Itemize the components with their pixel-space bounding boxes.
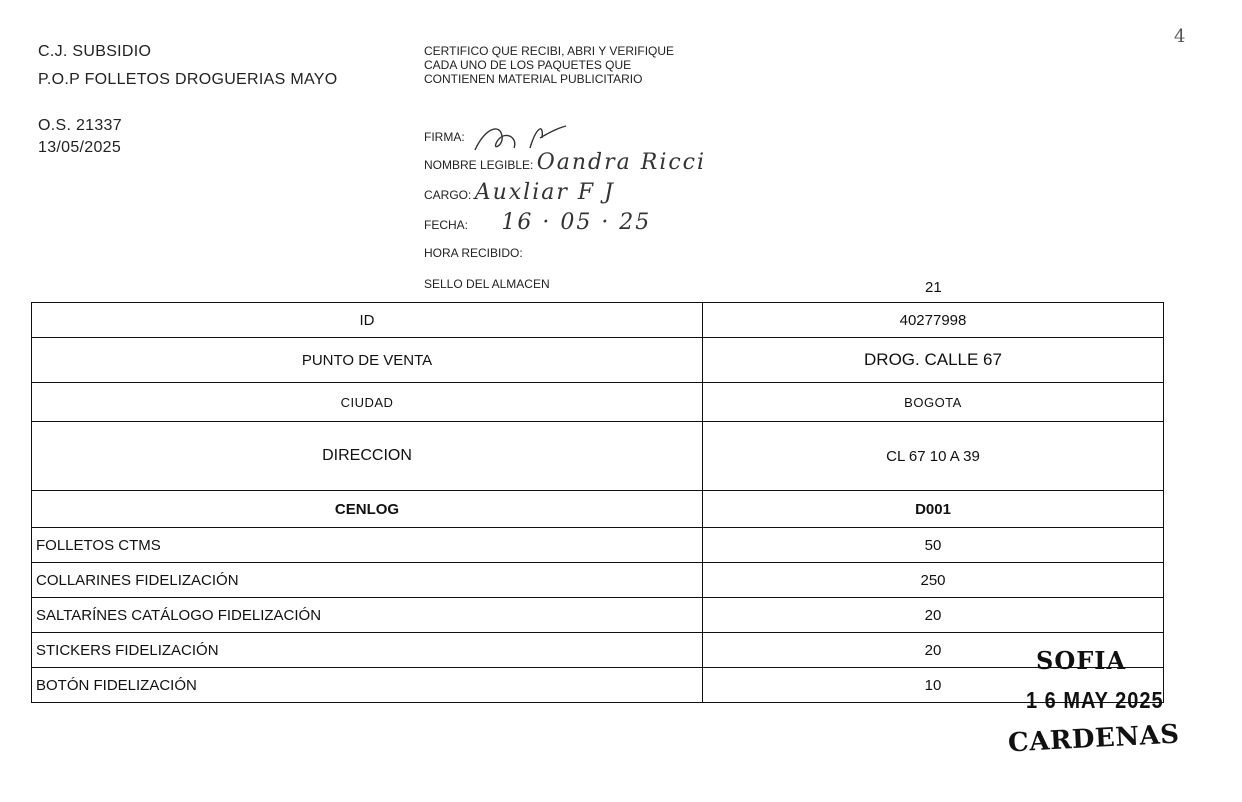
header-block [38,38,337,162]
table-row [32,303,1164,338]
item-qty: 20 [703,633,1164,668]
item-name: FOLLETOS CTMS [32,528,703,563]
cargo-field [424,180,615,205]
row-value: D001 [703,491,1164,528]
item-qty: 10 [703,668,1164,703]
page-count: 21 [925,279,942,296]
row-value: DROG. CALLE 67 [703,338,1164,383]
table-row [32,491,1164,528]
item-qty: 50 [703,528,1164,563]
item-name: STICKERS FIDELIZACIÓN [32,633,703,668]
item-qty: 20 [703,598,1164,633]
delivery-table [31,302,1164,703]
row-value: BOGOTA [703,383,1164,422]
row-label: ID [32,303,703,338]
certification-text: CERTIFICO QUE RECIBI, ABRI Y VERIFIQUE CADA UNO DE LOS PAQUETES QUE CONTIENEN MATERIAL PUBLICITARIO [424,44,675,86]
document-description: P.O.P FOLLETOS DROGUERIAS MAYO [38,71,338,88]
nombre-label: NOMBRE LEGIBLE: [424,158,534,172]
table-row [32,338,1164,383]
row-label: PUNTO DE VENTA [32,338,703,383]
item-name: COLLARINES FIDELIZACIÓN [32,563,703,598]
table-row [32,598,1164,633]
table-row [32,633,1164,668]
fecha-value: 16 · 05 · 25 [501,210,652,235]
hora-label: HORA RECIBIDO: [424,246,523,260]
table-row [32,422,1164,491]
sello-label: SELLO DEL ALMACEN [424,277,550,291]
order-number: O.S. 21337 [38,117,122,134]
item-name: BOTÓN FIDELIZACIÓN [32,668,703,703]
stamp-surname: CARDENAS [1007,719,1181,759]
item-qty: 250 [703,563,1164,598]
item-name: SALTARÍNES CATÁLOGO FIDELIZACIÓN [32,598,703,633]
company-name: C.J. SUBSIDIO [38,43,152,60]
stamp-name: SOFIA [1036,646,1127,675]
fecha-field [424,210,651,235]
stamp-date: 1 6 MAY 2025 [1026,688,1164,714]
table-row [32,668,1164,703]
table-row [32,563,1164,598]
row-value: CL 67 10 A 39 [703,422,1164,491]
firma-label: FIRMA: [424,130,465,145]
table-row [32,383,1164,422]
row-label: CIUDAD [32,383,703,422]
table-row [32,528,1164,563]
row-label: CENLOG [32,491,703,528]
row-label: DIRECCION [32,422,703,491]
nombre-field [424,150,706,175]
document-date: 13/05/2025 [38,139,122,156]
cargo-label: CARGO: [424,188,472,202]
nombre-value: Oandra Ricci [536,150,707,175]
corner-mark: 4 [1174,26,1186,47]
row-value: 40277998 [703,303,1164,338]
cargo-value: Auxliar F J [474,180,615,205]
fecha-label: FECHA: [424,218,469,232]
